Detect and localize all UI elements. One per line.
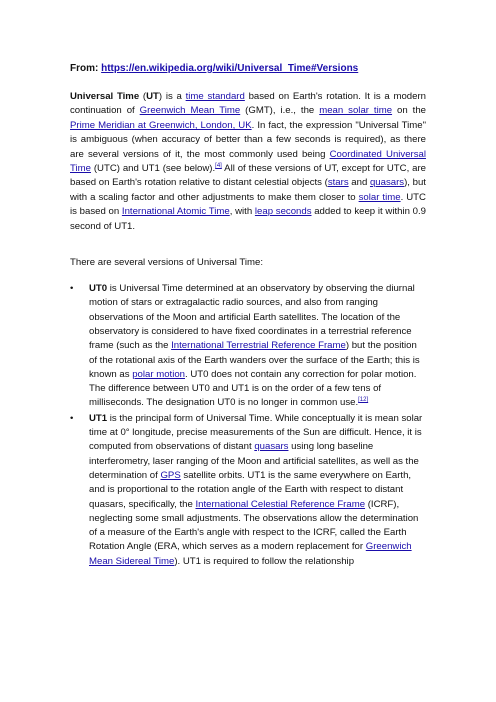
link-solar-time[interactable]: solar time xyxy=(358,191,401,203)
link-greenwich-mean-time[interactable]: Greenwich Mean Time xyxy=(139,105,241,117)
intro-text: . In fact, the expression "Universal Time" is ambiguous (when accuracy of better than a few seconds is required), as there are several versions of it, the most commonly used being xyxy=(70,119,426,160)
term-ut1: UT1 xyxy=(89,412,108,424)
link-itrf[interactable]: International Terrestrial Reference Frame xyxy=(171,340,346,352)
intro-abbrev: UT xyxy=(146,91,159,102)
source-url-link[interactable]: https://en.wikipedia.org/wiki/Universal_Time#Versions xyxy=(101,63,359,74)
document-page xyxy=(70,62,426,570)
versions-lead: There are several versions of Universal Time: xyxy=(70,257,264,269)
link-gps[interactable]: GPS xyxy=(160,469,181,481)
link-stars[interactable]: stars xyxy=(327,177,349,189)
intro-text: on the xyxy=(392,105,426,117)
intro-text: based on Earth's rotation. It is a modern continuation of xyxy=(70,91,426,117)
link-mean-solar-time[interactable]: mean solar time xyxy=(319,105,393,117)
list-text: ). UT1 is required to follow the relationship xyxy=(174,555,355,567)
intro-text: ) is a xyxy=(158,91,186,102)
source-line xyxy=(70,62,426,76)
link-coordinated-universal-time[interactable]: Coordinated Universal Time xyxy=(70,148,426,175)
intro-paragraph xyxy=(70,90,426,234)
intro-text: , with xyxy=(229,206,255,218)
list-text: is Universal Time determined at an observatory by observing the diurnal motion of stars or extragalactic radio sources, and also from ranging observations of the Moon and artificial Earth satellites. The location of the observatory is considered to have fixed coordinates in a terrestrial reference frame (such as the xyxy=(89,283,415,352)
source-label: From: xyxy=(70,63,102,74)
list-text: is the principal form of Universal Time. While conceptually it is mean solar time at 0° longitude, precise measurements of the Sun are difficult. Hence, it is computed from observations of distant xyxy=(89,412,423,453)
bullet-dot-icon: • xyxy=(70,283,74,295)
link-greenwich-mean-sidereal-time[interactable]: Greenwich Mean Sidereal Time xyxy=(89,541,412,567)
list-text: using long baseline interferometry, laser ranging of the Moon and artificial satellites, as well as the determination of xyxy=(89,441,419,481)
intro-text: . UTC is based on xyxy=(70,191,426,218)
link-quasars[interactable]: quasars xyxy=(369,177,405,189)
link-leap-seconds[interactable]: leap seconds xyxy=(254,206,312,218)
intro-text: (UTC) and UT1 (see below). xyxy=(90,163,216,175)
term-ut0: UT0 xyxy=(89,283,108,295)
link-quasars-2[interactable]: quasars xyxy=(254,441,289,453)
link-prime-meridian[interactable]: Prime Meridian at Greenwich, London, UK xyxy=(70,119,252,131)
link-icrf[interactable]: International Celestial Reference Frame xyxy=(195,498,366,510)
list-text: ) but the position of the rotational axis of the Earth wanders over the surface of the Earth; this is known as xyxy=(89,340,420,380)
intro-text: All of these versions of UT, except for UTC, are based on Earth's rotation relative to distant celestial objects ( xyxy=(70,163,426,189)
versions-list xyxy=(70,282,426,569)
bullet-dot-icon: • xyxy=(70,412,74,424)
intro-text: added to keep it within 0.9 second of UT1. xyxy=(70,206,426,232)
intro-text: and xyxy=(348,177,370,189)
intro-text: (GMT), i.e., the xyxy=(240,105,320,117)
list-item-ut1 xyxy=(70,412,426,569)
intro-term: Universal Time xyxy=(70,91,140,102)
list-text: satellite orbits. UT1 is the same everywhere on Earth, and is proportional to the rotation angle of the Earth with respect to distant quasars, specifically, the xyxy=(89,469,412,510)
list-item-ut0 xyxy=(70,282,426,411)
list-text: . UT0 does not contain any correction for polar motion. The difference between UT0 and UT1 is on the order of a few tens of milliseconds. The designation UT0 is no longer in common use. xyxy=(89,368,417,409)
ref-link-12[interactable]: [12] xyxy=(358,397,369,404)
link-polar-motion[interactable]: polar motion xyxy=(132,368,185,380)
link-international-atomic-time[interactable]: International Atomic Time xyxy=(121,206,230,218)
intro-text: ( xyxy=(139,91,147,102)
ref-link-4[interactable]: [4] xyxy=(215,162,222,169)
link-time-standard[interactable]: time standard xyxy=(185,91,245,102)
intro-text: ), but with a scaling factor and other adjustments to make them closer to xyxy=(70,177,426,203)
list-text: (ICRF), neglecting some small adjustments. The observations allow the determination of a measure of the Earth's angle with respect to the ICRF, called the Earth Rotation Angle (ERA, which serves as a modern replacement for xyxy=(89,498,419,553)
